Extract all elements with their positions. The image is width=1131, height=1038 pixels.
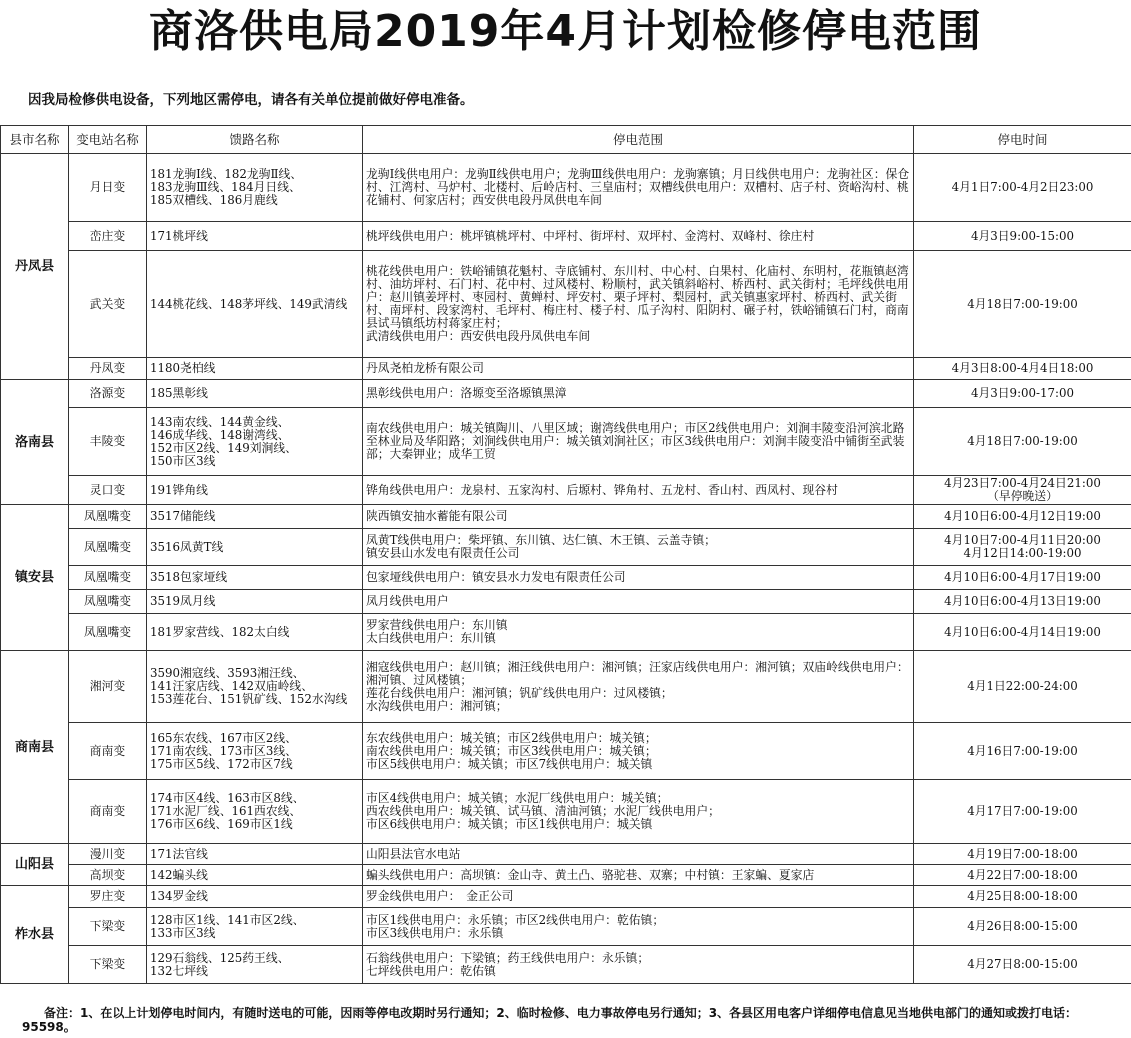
feeder-cell: 174市区4线、163市区8线、 171水泥厂线、161西农线、 176市区6线、169市区1线 xyxy=(147,780,363,844)
feeder-cell: 181龙驹Ⅰ线、182龙驹Ⅱ线、 183龙驹Ⅲ线、184月日线、 185双槽线、186月鹿线 xyxy=(147,154,363,222)
station-cell: 丹凤变 xyxy=(69,358,147,380)
table-row xyxy=(1,886,1131,908)
table-header-row xyxy=(1,126,1131,154)
time-cell: 4月22日7:00-18:00 xyxy=(914,865,1131,886)
scope-cell: 湘寇线供电用户：赵川镇；湘汪线供电用户：湘河镇；汪家店线供电用户：湘河镇；双庙岭线供电用户：湘河镇、过风楼镇； 莲花台线供电用户：湘河镇；钒矿线供电用户：过风楼镇； 水沟线供电用户：湘河镇； xyxy=(363,651,914,723)
feeder-cell: 171桃坪线 xyxy=(147,222,363,251)
table-row xyxy=(1,590,1131,614)
feeder-cell: 3518包家垭线 xyxy=(147,566,363,590)
table-row xyxy=(1,651,1131,723)
scope-cell: 陕西镇安抽水蓄能有限公司 xyxy=(363,505,914,529)
scope-cell: 黑彰线供电用户：洛塬变至洛塬镇黑漳 xyxy=(363,380,914,408)
scope-cell: 桃花线供电用户：铁峪铺镇花魁村、寺底铺村、东川村、中心村、白果村、化庙村、东明村，花瓶镇赵湾村、油坊坪村、石门村、花中村、过风楼村、粉顺村，武关镇斜峪村、桥西村、武关街村；毛坪线供电用户：赵川镇姜坪村、枣园村、黄蝉村、坪安村、栗子坪村、梨园村，武关镇惠家坪村、桥西村、武关街村、南坪村、段家湾村、毛坪村、梅庄村、楼子村、瓜子沟村、阳阴村、碾子村，铁峪铺镇石门村，商南县试马镇纸坊村蒋家庄村； 武清线供电用户：西安供电段丹凤供电车间 xyxy=(363,251,914,358)
table-row xyxy=(1,222,1131,251)
time-cell: 4月17日7:00-19:00 xyxy=(914,780,1131,844)
station-cell: 丰陵变 xyxy=(69,408,147,476)
time-cell: 4月3日8:00-4月4日18:00 xyxy=(914,358,1131,380)
county-cell: 镇安县 xyxy=(1,505,69,651)
time-cell: 4月25日8:00-18:00 xyxy=(914,886,1131,908)
station-cell: 月日变 xyxy=(69,154,147,222)
station-cell: 灵口变 xyxy=(69,476,147,505)
time-cell: 4月1日22:00-24:00 xyxy=(914,651,1131,723)
scope-cell: 铧角线供电用户：龙泉村、五家沟村、后塬村、铧角村、五龙村、香山村、西凤村、现谷村 xyxy=(363,476,914,505)
scope-cell: 包家垭线供电用户：镇安县水力发电有限责任公司 xyxy=(363,566,914,590)
station-cell: 商南变 xyxy=(69,780,147,844)
scope-cell: 丹凤尧柏龙桥有限公司 xyxy=(363,358,914,380)
scope-cell: 山阳县法官水电站 xyxy=(363,844,914,865)
time-cell: 4月3日9:00-15:00 xyxy=(914,222,1131,251)
feeder-cell: 143南农线、144黄金线、 146成华线、148谢湾线、 152市区2线、149刘涧线、 150市区3线 xyxy=(147,408,363,476)
county-cell: 商南县 xyxy=(1,651,69,844)
county-cell: 山阳县 xyxy=(1,844,69,886)
outage-table xyxy=(0,125,1131,984)
station-cell: 峦庄变 xyxy=(69,222,147,251)
station-cell: 漫川变 xyxy=(69,844,147,865)
time-cell: 4月10日6:00-4月17日19:00 xyxy=(914,566,1131,590)
station-cell: 凤凰嘴变 xyxy=(69,505,147,529)
table-row xyxy=(1,154,1131,222)
table-row xyxy=(1,844,1131,865)
table-row xyxy=(1,380,1131,408)
table-row xyxy=(1,251,1131,358)
time-cell: 4月18日7:00-19:00 xyxy=(914,251,1131,358)
time-cell: 4月1日7:00-4月2日23:00 xyxy=(914,154,1131,222)
county-cell: 丹凤县 xyxy=(1,154,69,380)
scope-cell: 龙驹Ⅰ线供电用户：龙驹Ⅱ线供电用户；龙驹Ⅲ线供电用户：龙驹寨镇；月日线供电用户：龙驹社区：保仓村、江湾村、马炉村、北楼村、后岭店村、三皇庙村；双槽线供电用户：双槽村、店子村、资峪沟村、桃花铺村、何家店村；西安供电段丹凤供电车间 xyxy=(363,154,914,222)
header-county: 县市名称 xyxy=(1,126,69,154)
table-row xyxy=(1,476,1131,505)
time-cell: 4月26日8:00-15:00 xyxy=(914,908,1131,946)
scope-cell: 蝙头线供电用户：高坝镇：金山寺、黄土凸、骆驼巷、双寨；中村镇：王家蝙、夏家店 xyxy=(363,865,914,886)
scope-cell: 罗家营线供电用户：东川镇 太白线供电用户：东川镇 xyxy=(363,614,914,651)
table-row xyxy=(1,723,1131,780)
header-scope: 停电范围 xyxy=(363,126,914,154)
station-cell: 罗庄变 xyxy=(69,886,147,908)
feeder-cell: 1180尧柏线 xyxy=(147,358,363,380)
feeder-cell: 191铧角线 xyxy=(147,476,363,505)
station-cell: 凤凰嘴变 xyxy=(69,614,147,651)
table-row xyxy=(1,529,1131,566)
feeder-cell: 142蝙头线 xyxy=(147,865,363,886)
feeder-cell: 128市区1线、141市区2线、 133市区3线 xyxy=(147,908,363,946)
table-row xyxy=(1,358,1131,380)
station-cell: 商南变 xyxy=(69,723,147,780)
scope-cell: 凤月线供电用户 xyxy=(363,590,914,614)
time-cell: 4月23日7:00-4月24日21:00 （早停晚送） xyxy=(914,476,1131,505)
time-cell: 4月10日6:00-4月14日19:00 xyxy=(914,614,1131,651)
header-station: 变电站名称 xyxy=(69,126,147,154)
table-row xyxy=(1,908,1131,946)
scope-cell: 东农线供电用户：城关镇；市区2线供电用户：城关镇； 南农线供电用户：城关镇；市区3线供电用户：城关镇； 市区5线供电用户：城关镇；市区7线供电用户：城关镇 xyxy=(363,723,914,780)
time-cell: 4月18日7:00-19:00 xyxy=(914,408,1131,476)
feeder-cell: 181罗家营线、182太白线 xyxy=(147,614,363,651)
station-cell: 凤凰嘴变 xyxy=(69,566,147,590)
table-row xyxy=(1,614,1131,651)
feeder-cell: 134罗金线 xyxy=(147,886,363,908)
intro-text: 因我局检修供电设备，下列地区需停电，请各有关单位提前做好停电准备。 xyxy=(28,92,474,108)
table-row xyxy=(1,780,1131,844)
time-cell: 4月3日9:00-17:00 xyxy=(914,380,1131,408)
feeder-cell: 3516凤黄T线 xyxy=(147,529,363,566)
station-cell: 凤凰嘴变 xyxy=(69,529,147,566)
feeder-cell: 165东农线、167市区2线、 171南农线、173市区3线、 175市区5线、172市区7线 xyxy=(147,723,363,780)
table-row xyxy=(1,865,1131,886)
page-title: 商洛供电局2019年4月计划检修停电范围 xyxy=(148,6,983,57)
feeder-cell: 3519凤月线 xyxy=(147,590,363,614)
feeder-cell: 3590湘寇线、3593湘汪线、 141汪家店线、142双庙岭线、 153莲花台、151钒矿线、152水沟线 xyxy=(147,651,363,723)
county-cell: 洛南县 xyxy=(1,380,69,505)
scope-cell: 市区4线供电用户：城关镇；水泥厂线供电用户：城关镇； 西农线供电用户：城关镇、试马镇、清油河镇；水泥厂线供电用户； 市区6线供电用户：城关镇；市区1线供电用户：城关镇 xyxy=(363,780,914,844)
time-cell: 4月19日7:00-18:00 xyxy=(914,844,1131,865)
scope-cell: 凤黄T线供电用户：柴坪镇、东川镇、达仁镇、木王镇、云盖寺镇； 镇安县山水发电有限责任公司 xyxy=(363,529,914,566)
time-cell: 4月27日8:00-15:00 xyxy=(914,946,1131,984)
time-cell: 4月16日7:00-19:00 xyxy=(914,723,1131,780)
feeder-cell: 185黑彰线 xyxy=(147,380,363,408)
station-cell: 洛源变 xyxy=(69,380,147,408)
footnote: 备注：1、在以上计划停电时间内，有随时送电的可能，因雨等停电改期时另行通知；2、临时检修、电力事故停电另行通知；3、各县区用电客户详细停电信息见当地供电部门的通知或拨打电话：95598。 xyxy=(22,1006,1078,1034)
station-cell: 高坝变 xyxy=(69,865,147,886)
feeder-cell: 129石翁线、125药王线、 132七坪线 xyxy=(147,946,363,984)
station-cell: 湘河变 xyxy=(69,651,147,723)
time-cell: 4月10日7:00-4月11日20:00 4月12日14:00-19:00 xyxy=(914,529,1131,566)
table-row xyxy=(1,946,1131,984)
feeder-cell: 171法官线 xyxy=(147,844,363,865)
scope-cell: 南农线供电用户：城关镇陶川、八里区域；谢湾线供电用户；市区2线供电用户：刘涧丰陵变沿河滨北路至林业局及华阳路；刘涧线供电用户：城关镇刘涧社区；市区3线供电用户：刘涧丰陵变沿中铺街至武装部；大秦钾业；成华工贸 xyxy=(363,408,914,476)
header-feeder: 馈路名称 xyxy=(147,126,363,154)
station-cell: 武关变 xyxy=(69,251,147,358)
table-row xyxy=(1,566,1131,590)
scope-cell: 罗金线供电用户： 金正公司 xyxy=(363,886,914,908)
scope-cell: 桃坪线供电用户：桃坪镇桃坪村、中坪村、街坪村、双坪村、金湾村、双峰村、徐庄村 xyxy=(363,222,914,251)
feeder-cell: 3517储能线 xyxy=(147,505,363,529)
county-cell: 柞水县 xyxy=(1,886,69,984)
table-row xyxy=(1,505,1131,529)
feeder-cell: 144桃花线、148茅坪线、149武清线 xyxy=(147,251,363,358)
time-cell: 4月10日6:00-4月13日19:00 xyxy=(914,590,1131,614)
header-time: 停电时间 xyxy=(914,126,1131,154)
station-cell: 凤凰嘴变 xyxy=(69,590,147,614)
table-row xyxy=(1,408,1131,476)
station-cell: 下梁变 xyxy=(69,908,147,946)
time-cell: 4月10日6:00-4月12日19:00 xyxy=(914,505,1131,529)
station-cell: 下梁变 xyxy=(69,946,147,984)
scope-cell: 市区1线供电用户：永乐镇；市区2线供电用户：乾佑镇； 市区3线供电用户：永乐镇 xyxy=(363,908,914,946)
scope-cell: 石翁线供电用户：下梁镇；药王线供电用户：永乐镇； 七坪线供电用户：乾佑镇 xyxy=(363,946,914,984)
